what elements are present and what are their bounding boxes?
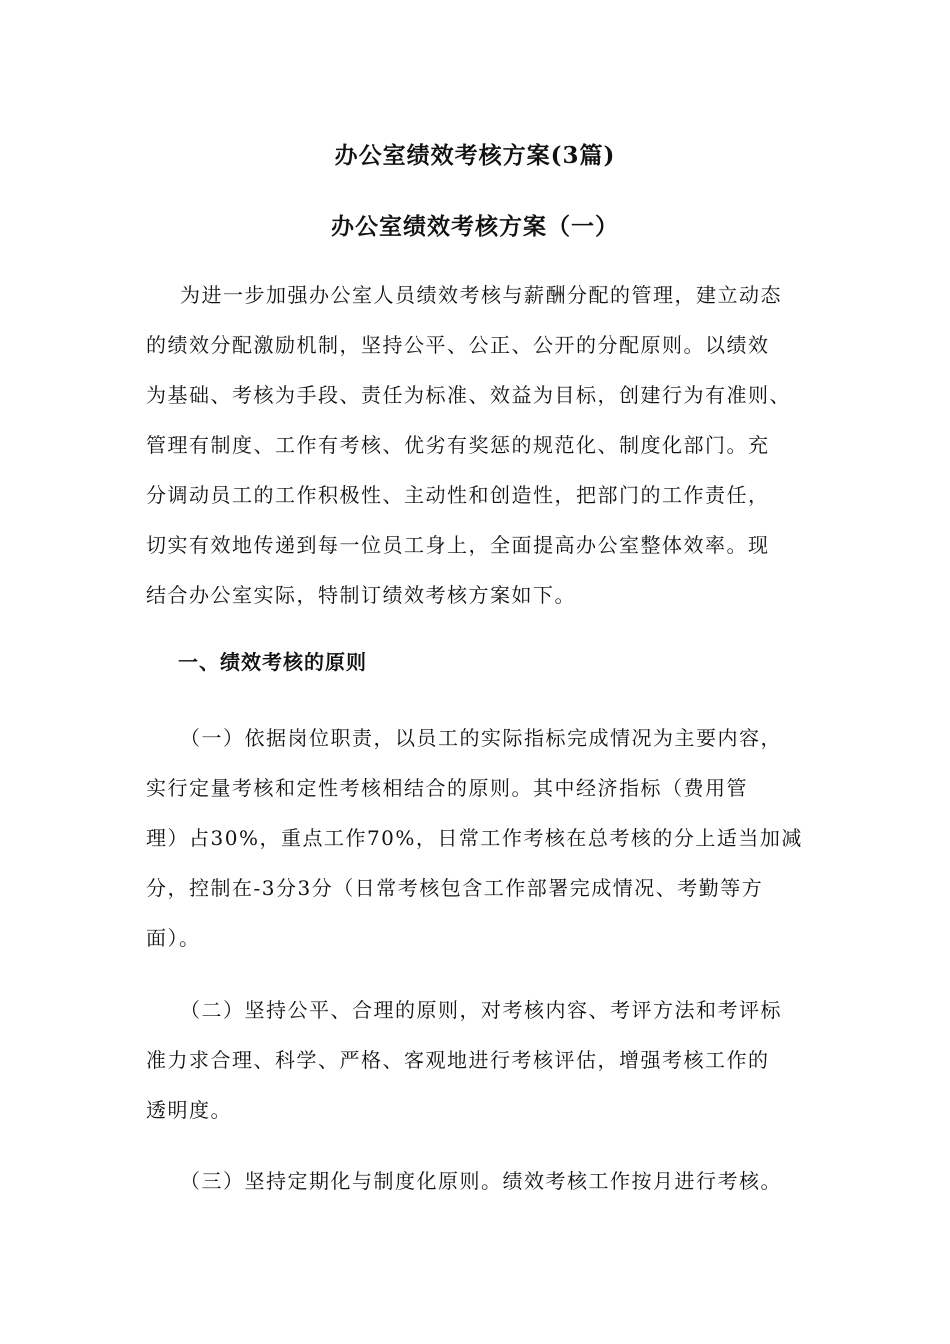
paragraph-line: 准力求合理、科学、严格、客观地进行考核评估，增强考核工作的 (146, 1048, 770, 1072)
paragraph-line: 管理有制度、工作有考核、优劣有奖惩的规范化、制度化部门。充 (146, 433, 770, 457)
paragraph-line: 切实有效地传递到每一位员工身上，全面提高办公室整体效率。现 (146, 533, 770, 557)
paragraph-line: （一）依据岗位职责，以员工的实际指标完成情况为主要内容， (180, 726, 782, 750)
document-title: 办公室绩效考核方案(3篇) (334, 142, 616, 169)
paragraph-line: （二）坚持公平、合理的原则，对考核内容、考评方法和考评标 (180, 998, 782, 1022)
section-heading: 一、绩效考核的原则 (178, 650, 367, 674)
paragraph-line: 透明度。 (146, 1098, 232, 1122)
principle-one-paragraph (146, 713, 836, 963)
paragraph-line: 的绩效分配激励机制，坚持公平、公正、公开的分配原则。以绩效 (146, 333, 770, 357)
paragraph-line: 理）占30%，重点工作70%，日常工作考核在总考核的分上适当加减 (146, 826, 803, 850)
paragraph-line: （三）坚持定期化与制度化原则。绩效考核工作按月进行考核。 (180, 1169, 782, 1193)
paragraph-line: 为基础、考核为手段、责任为标准、效益为目标，创建行为有准则、 (146, 383, 791, 407)
paragraph-line: 结合办公室实际，特制订绩效考核方案如下。 (146, 583, 576, 607)
paragraph-line: 分调动员工的工作积极性、主动性和创造性，把部门的工作责任， (146, 483, 770, 507)
paragraph-line: 为进一步加强办公室人员绩效考核与薪酬分配的管理，建立动态 (180, 283, 782, 307)
intro-paragraph (146, 270, 836, 620)
principle-two-paragraph (146, 985, 836, 1135)
paragraph-line: 实行定量考核和定性考核相结合的原则。其中经济指标（费用管 (146, 776, 748, 800)
paragraph-line: 面）。 (146, 926, 201, 950)
document-subtitle: 办公室绩效考核方案（一） (331, 213, 619, 240)
paragraph-line: 分，控制在-3分3分（日常考核包含工作部署完成情况、考勤等方 (146, 876, 764, 900)
principle-three-paragraph (146, 1156, 836, 1206)
